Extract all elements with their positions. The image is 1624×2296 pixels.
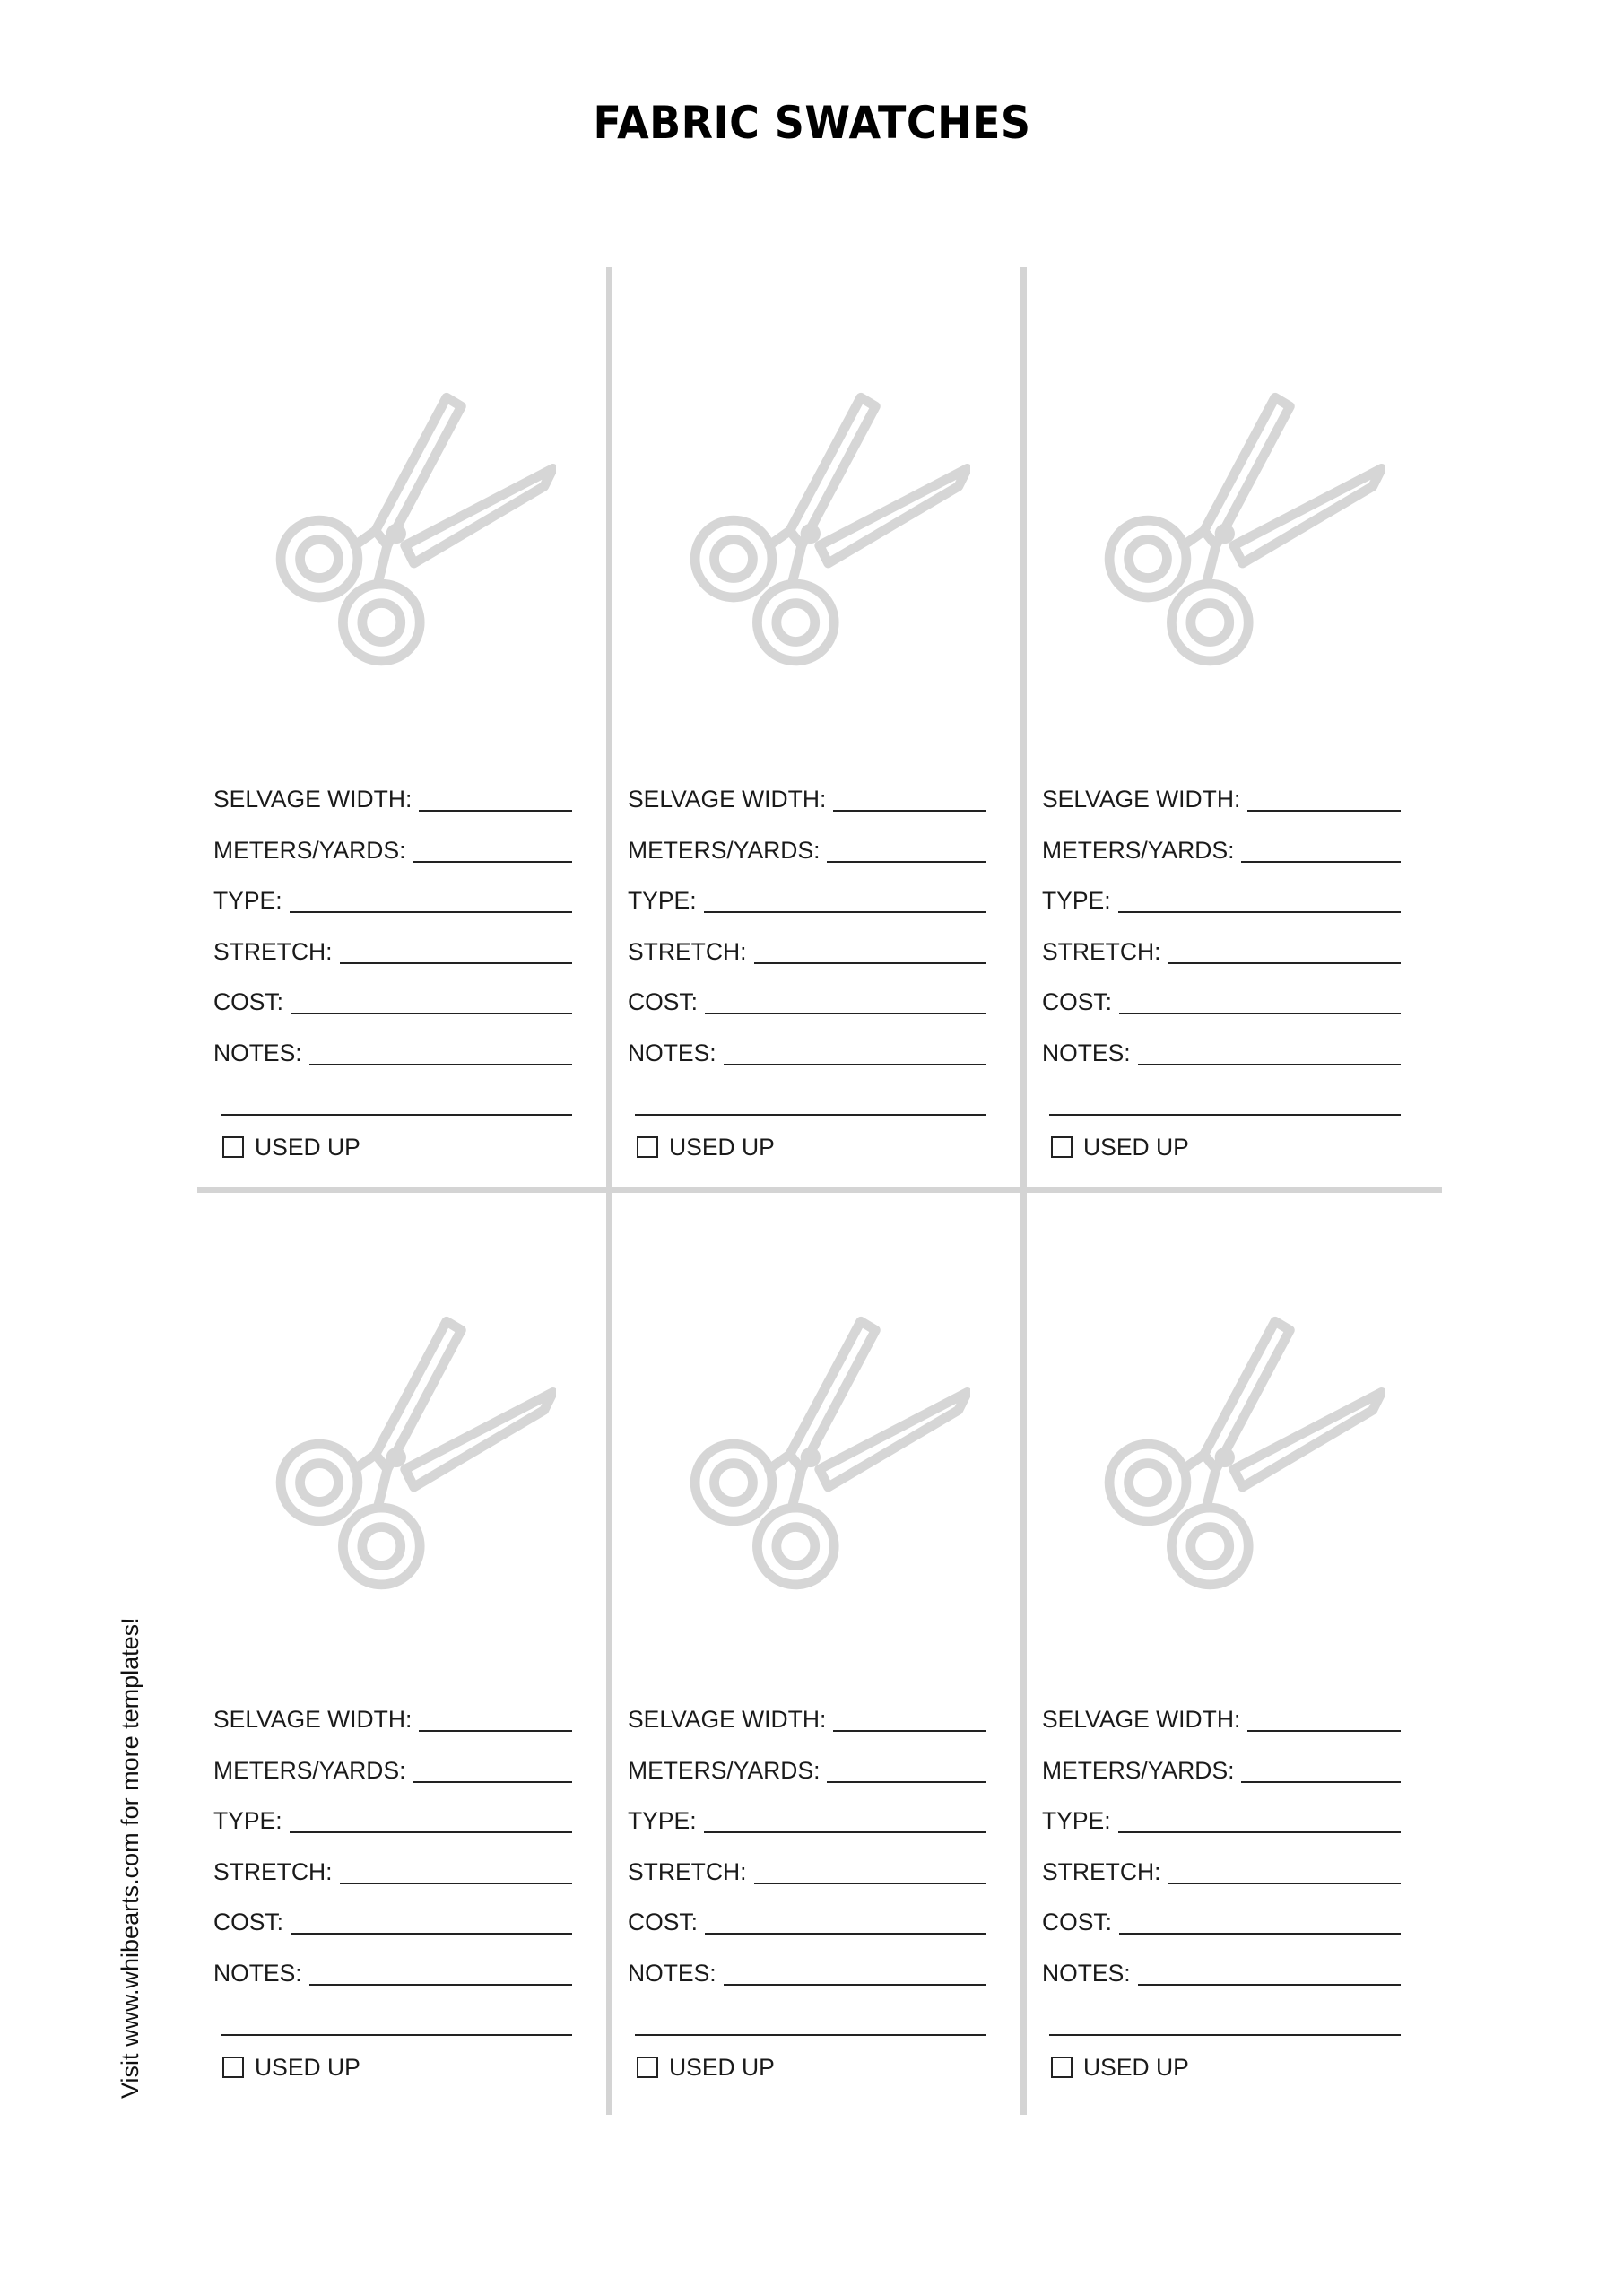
field-blank-line[interactable] (290, 1807, 572, 1833)
scissors-icon (1089, 386, 1385, 682)
field-label: STRETCH: (628, 1857, 747, 1885)
field-blank-line[interactable] (1241, 1757, 1401, 1783)
notes-extra-line[interactable] (635, 2010, 986, 2036)
field-row (213, 1757, 572, 1808)
field-label: COST: (628, 1909, 699, 1935)
field-blank-line[interactable] (1168, 1858, 1402, 1884)
field-row (213, 1039, 572, 1091)
field-blank-line[interactable] (413, 1757, 572, 1783)
field-row (628, 1858, 986, 1909)
field-row (1042, 1807, 1401, 1858)
field-row (628, 887, 986, 938)
field-row (213, 1858, 572, 1909)
field-row (1042, 988, 1401, 1039)
field-label: COST: (213, 1909, 284, 1935)
field-label: SELVAGE WIDTH: (1042, 1706, 1241, 1733)
field-label: NOTES: (1042, 1039, 1131, 1066)
field-blank-line[interactable] (413, 837, 572, 863)
field-blank-line[interactable] (704, 1807, 986, 1833)
field-row (628, 1757, 986, 1808)
notes-extra-row (213, 1090, 572, 1141)
field-blank-line[interactable] (340, 938, 573, 964)
field-label: TYPE: (628, 1807, 697, 1834)
notes-extra-row (628, 1090, 986, 1141)
field-blank-line[interactable] (827, 837, 986, 863)
field-label: COST: (1042, 988, 1113, 1015)
swatch-fields (213, 786, 572, 1161)
field-blank-line[interactable] (1138, 1960, 1401, 1986)
field-row (213, 786, 572, 837)
field-blank-line[interactable] (705, 988, 986, 1014)
field-row (1042, 1706, 1401, 1757)
field-label: METERS/YARDS: (1042, 1756, 1235, 1784)
scissors-icon (1089, 1309, 1385, 1605)
field-blank-line[interactable] (419, 1706, 572, 1732)
field-row (213, 1960, 572, 2011)
field-blank-line[interactable] (754, 1858, 987, 1884)
notes-extra-line[interactable] (221, 1090, 572, 1116)
field-blank-line[interactable] (833, 1706, 986, 1732)
field-row (1042, 1909, 1401, 1960)
field-blank-line[interactable] (754, 938, 987, 964)
field-row (1042, 1757, 1401, 1808)
notes-extra-row (1042, 2010, 1401, 2061)
field-row (628, 1039, 986, 1091)
field-blank-line[interactable] (419, 786, 572, 812)
field-row (628, 1807, 986, 1858)
field-blank-line[interactable] (309, 1039, 572, 1065)
field-label: METERS/YARDS: (213, 836, 406, 864)
swatch-fields (628, 786, 986, 1161)
field-row (628, 988, 986, 1039)
field-row (213, 1909, 572, 1960)
field-row (1042, 1960, 1401, 2011)
field-label: STRETCH: (1042, 1857, 1161, 1885)
field-label: TYPE: (213, 887, 282, 914)
field-row (213, 988, 572, 1039)
field-blank-line[interactable] (705, 1909, 986, 1935)
field-label: SELVAGE WIDTH: (213, 1706, 413, 1733)
field-label: TYPE: (1042, 887, 1111, 914)
field-row (213, 1807, 572, 1858)
field-row (628, 1960, 986, 2011)
scissors-icon (674, 386, 970, 682)
field-label: NOTES: (1042, 1959, 1131, 1987)
field-row (1042, 1858, 1401, 1909)
field-label: NOTES: (213, 1959, 302, 1987)
field-label: STRETCH: (628, 937, 747, 965)
field-blank-line[interactable] (827, 1757, 986, 1783)
field-label: METERS/YARDS: (1042, 836, 1235, 864)
field-row (1042, 1039, 1401, 1091)
field-row (628, 1909, 986, 1960)
field-blank-line[interactable] (704, 887, 986, 913)
field-label: STRETCH: (1042, 937, 1161, 965)
field-row (628, 837, 986, 888)
field-label: METERS/YARDS: (213, 1756, 406, 1784)
field-label: COST: (628, 988, 699, 1015)
field-label: COST: (1042, 1909, 1113, 1935)
field-row (628, 1706, 986, 1757)
field-blank-line[interactable] (1247, 786, 1401, 812)
field-label: SELVAGE WIDTH: (213, 786, 413, 813)
field-blank-line[interactable] (1168, 938, 1402, 964)
field-row (1042, 837, 1401, 888)
field-label: SELVAGE WIDTH: (1042, 786, 1241, 813)
field-row (628, 786, 986, 837)
notes-extra-row (628, 2010, 986, 2061)
notes-extra-line[interactable] (1049, 2010, 1401, 2036)
field-label: STRETCH: (213, 1857, 333, 1885)
notes-extra-line[interactable] (635, 1090, 986, 1116)
field-label: COST: (213, 988, 284, 1015)
field-blank-line[interactable] (833, 786, 986, 812)
used-up-label: USED UP (669, 1133, 775, 1161)
notes-extra-row (1042, 1090, 1401, 1141)
notes-extra-line[interactable] (221, 2010, 572, 2036)
used-up-label: USED UP (1083, 1133, 1189, 1161)
swatch-fields (628, 1706, 986, 2082)
swatch-fields (1042, 1706, 1401, 2082)
field-blank-line[interactable] (290, 887, 572, 913)
field-blank-line[interactable] (309, 1960, 572, 1986)
scissors-icon (260, 386, 556, 682)
field-row (213, 938, 572, 989)
field-label: TYPE: (213, 1807, 282, 1834)
field-label: SELVAGE WIDTH: (628, 786, 827, 813)
page-title: FABRIC SWATCHES (593, 97, 1031, 149)
swatch-fields (213, 1706, 572, 2082)
used-up-label: USED UP (255, 2053, 360, 2081)
swatch-fields (1042, 786, 1401, 1161)
field-label: METERS/YARDS: (628, 1756, 821, 1784)
field-blank-line[interactable] (1241, 837, 1401, 863)
field-row (1042, 938, 1401, 989)
notes-extra-row (213, 2010, 572, 2061)
field-row (1042, 887, 1401, 938)
field-label: STRETCH: (213, 937, 333, 965)
field-blank-line[interactable] (1138, 1039, 1401, 1065)
field-label: TYPE: (628, 887, 697, 914)
field-label: SELVAGE WIDTH: (628, 1706, 827, 1733)
field-blank-line[interactable] (1247, 1706, 1401, 1732)
field-row (628, 938, 986, 989)
scissors-icon (260, 1309, 556, 1605)
row-divider (197, 1187, 1442, 1193)
field-label: NOTES: (628, 1039, 716, 1066)
notes-extra-line[interactable] (1049, 1090, 1401, 1116)
field-blank-line[interactable] (1119, 988, 1401, 1014)
field-row (1042, 786, 1401, 837)
field-blank-line[interactable] (724, 1039, 986, 1065)
field-label: NOTES: (628, 1959, 716, 1987)
field-label: METERS/YARDS: (628, 836, 821, 864)
used-up-label: USED UP (1083, 2053, 1189, 2081)
scissors-icon (674, 1309, 970, 1605)
field-row (213, 1706, 572, 1757)
field-blank-line[interactable] (1118, 1807, 1401, 1833)
field-label: TYPE: (1042, 1807, 1111, 1834)
field-blank-line[interactable] (291, 988, 572, 1014)
field-blank-line[interactable] (724, 1960, 986, 1986)
used-up-label: USED UP (255, 1133, 360, 1161)
field-blank-line[interactable] (1118, 887, 1401, 913)
field-row (213, 887, 572, 938)
field-label: NOTES: (213, 1039, 302, 1066)
used-up-label: USED UP (669, 2053, 775, 2081)
field-blank-line[interactable] (291, 1909, 572, 1935)
footer-note: Visit www.whibearts.com for more templates! (117, 1617, 143, 2099)
field-row (213, 837, 572, 888)
field-blank-line[interactable] (340, 1858, 573, 1884)
field-blank-line[interactable] (1119, 1909, 1401, 1935)
